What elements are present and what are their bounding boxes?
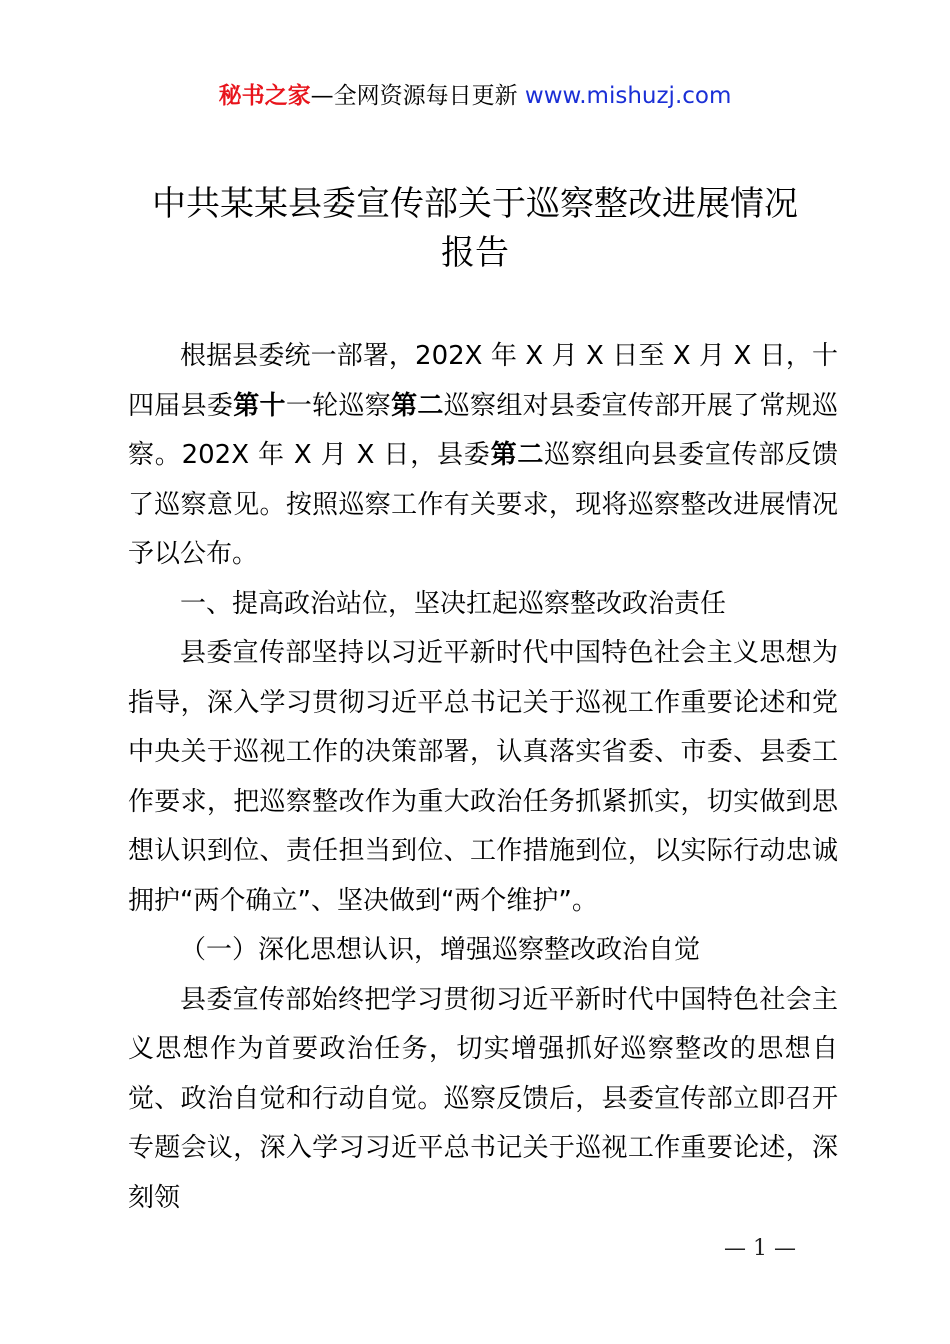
text-segment: 根据县委统一部署，202X 年 X 月 X 日至 X 月 X 日，十四届县委 xyxy=(128,341,838,421)
bold-segment: 第十 xyxy=(233,390,286,421)
bold-segment: 第二 xyxy=(391,390,444,421)
document-title xyxy=(100,180,850,278)
text-segment: 县委宣传部始终把学习贯彻习近平新时代中国特色社会主义思想作为首要政治任务，切实增强抓好巡察整改的思想自觉、政治自觉和行动自觉。巡察反馈后，县委宣传部立即召开专题会议，深入学习习近平总书记关于巡视工作重要论述，深刻领 xyxy=(128,984,838,1213)
title-line-1: 中共某某县委宣传部关于巡察整改进展情况 xyxy=(152,184,798,224)
document-body xyxy=(128,332,838,1223)
site-url-link[interactable]: www.mishuzj.com xyxy=(524,83,732,109)
text-segment: （一）深化思想认识，增强巡察整改政治自觉 xyxy=(180,935,701,965)
bold-segment: 第二 xyxy=(490,440,545,470)
text-segment: 一、提高政治站位，坚决扛起巡察整改政治责任 xyxy=(180,588,727,619)
section-heading-1 xyxy=(128,580,838,630)
text-segment: 县委宣传部坚持以习近平新时代中国特色社会主义思想为指导，深入学习贯彻习近平总书记关于巡视工作重要论述和党中央关于巡视工作的决策部署，认真落实省委、市委、县委工作要求，把巡察整改作为重大政治任务抓紧抓实，切实做到思想认识到位、责任担当到位、工作措施到位，以实际行动忠诚拥护“两个确立”、坚决做到“两个维护”。 xyxy=(128,638,838,916)
text-segment: 巡察组向县委宣传部反馈了巡察意见。按照巡察工作有关要求，现将巡察整改进展情况予以公布。 xyxy=(128,440,838,569)
title-line-2: 报告 xyxy=(441,233,509,273)
site-banner xyxy=(0,78,950,114)
text-segment: 巡察组对县委宣传部开展了常规巡察。202X 年 X 月 X 日，县委 xyxy=(128,390,838,470)
text-segment: 一轮巡察 xyxy=(285,390,392,421)
paragraph-section-1 xyxy=(128,629,838,926)
brand-name: 秘书之家 xyxy=(218,83,311,109)
paragraph-subsection-1 xyxy=(128,976,838,1224)
page-number: — 1 — xyxy=(724,1236,796,1261)
subsection-heading-1 xyxy=(128,926,838,976)
paragraph-intro xyxy=(128,332,838,580)
banner-tagline: —全网资源每日更新 xyxy=(310,83,525,109)
